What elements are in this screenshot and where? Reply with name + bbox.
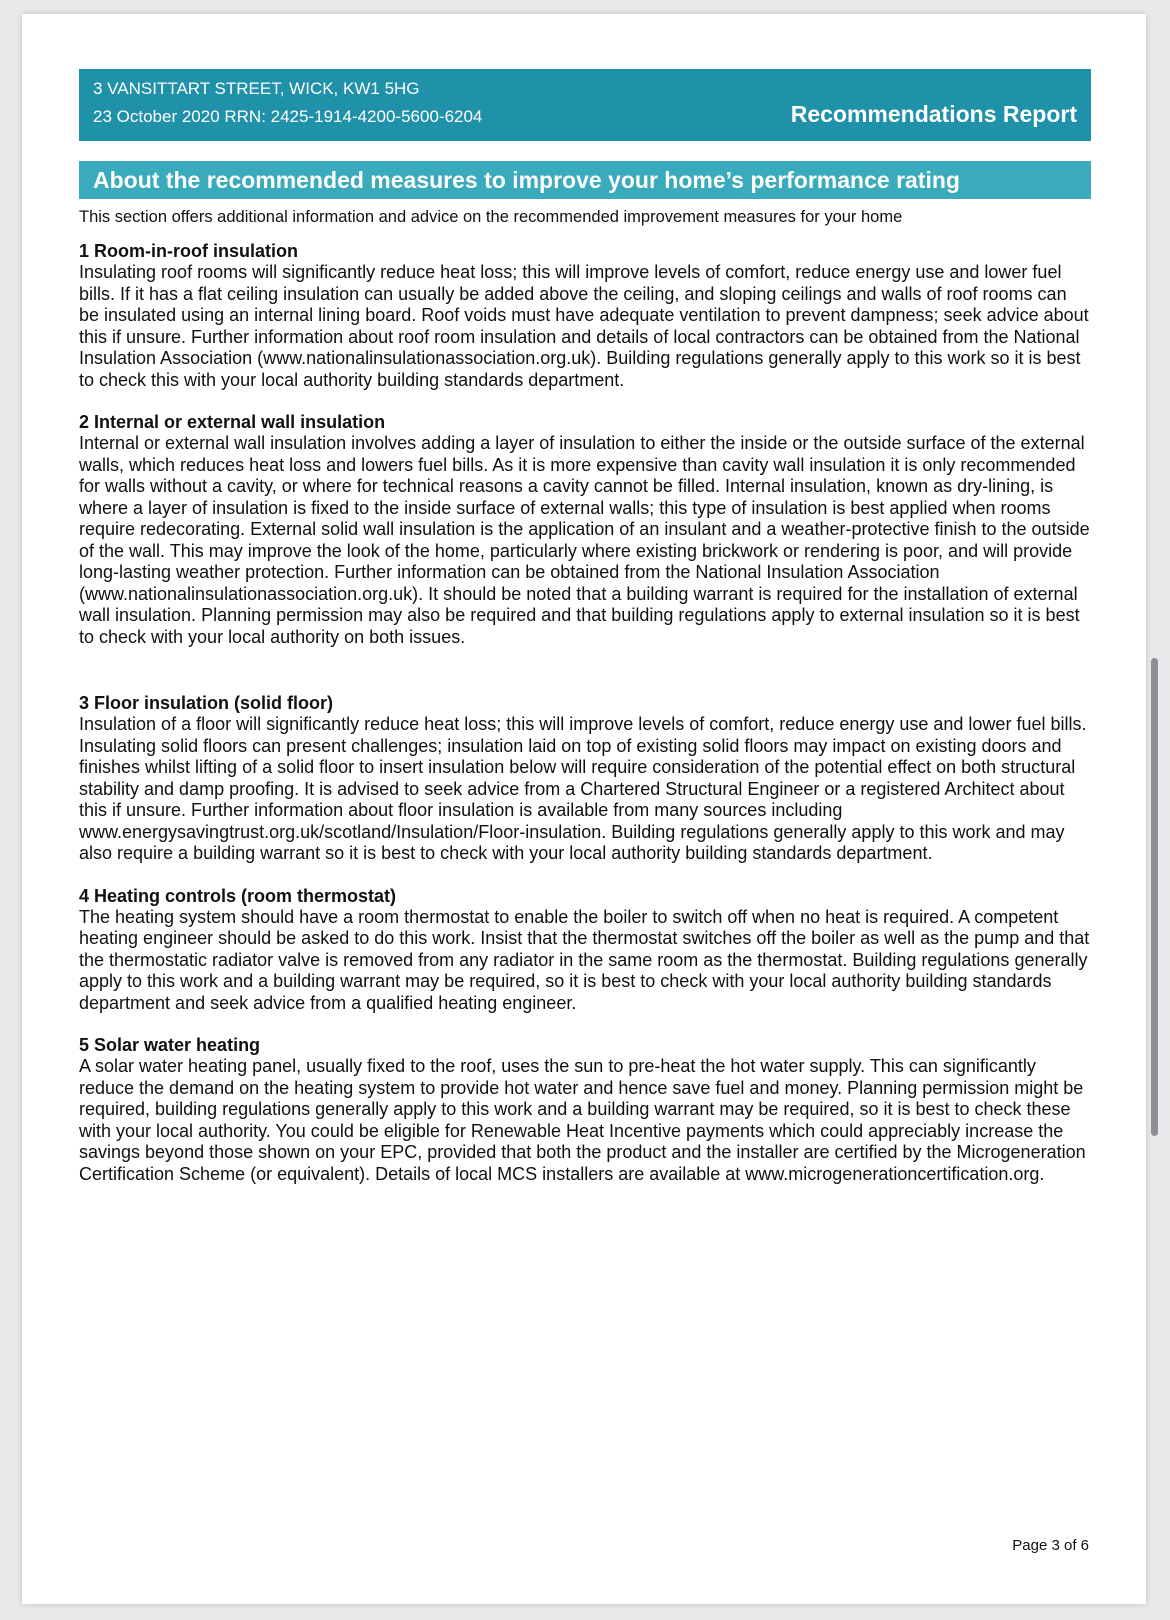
report-header: [79, 69, 1091, 141]
vertical-scrollbar[interactable]: [1151, 658, 1158, 1136]
property-address: 3 VANSITTART STREET, WICK, KW1 5HG: [93, 79, 420, 98]
section-intro: This section offers additional information and advice on the recommended improvement measures for your home: [79, 208, 903, 226]
date-and-rrn: 23 October 2020 RRN: 2425-1914-4200-5600-6204: [93, 107, 483, 126]
measure-text: Insulation of a floor will significantly reduce heat loss; this will improve levels of comfort, reduce energy use and lower fuel bills. Insulating solid floors can present challenges; insulation laid on top of existing solid floors may impact on existing doors and finishes whilst lifting of a solid floor to insert insulation below will require consideration of the potential effect on both structural stability and damp proofing. It is advised to seek advice from a Chartered Structural Engineer or a registered Architect about this if unsure. Further information about floor insulation is available from many sources including www.energysavingtrust.org.uk/scotland/Insulation/Floor-insulation. Building regulations generally apply to this work and may also require a building warrant so it is best to check with your local authority building standards department.: [79, 714, 1087, 863]
measure-room-in-roof-insulation: [79, 240, 1091, 391]
measure-text: Insulating roof rooms will significantly reduce heat loss; this will improve levels of comfort, reduce energy use and lower fuel bills. If it has a flat ceiling insulation can usually be added above the ceiling, and sloping ceilings and walls of roof rooms can be insulated using an internal lining board. Roof voids must have adequate ventilation to prevent dampness; seek advice about this if unsure. Further information about roof room insulation and details of local contractors can be obtained from the National Insulation Association (www.nationalinsulationassociation.org.uk). Building regulations generally apply to this work so it is best to check this with your local authority building standards department.: [79, 262, 1089, 390]
measure-text: Internal or external wall insulation involves adding a layer of insulation to either the inside or the outside surface of the external walls, which reduces heat loss and lowers fuel bills. As it is more expensive than cavity wall insulation it is only recommended for walls without a cavity, or where for technical reasons a cavity cannot be filled. Internal insulation, known as dry-lining, is where a layer of insulation is fixed to the inside surface of external walls; this type of insulation is best applied when rooms require redecorating. External solid wall insulation is the application of an insulant and a weather-protective finish to the outside of the wall. This may improve the look of the home, particularly where existing brickwork or rendering is poor, and will provide long-lasting weather protection. Further information can be obtained from the National Insulation Association (www.nationalinsulationassociation.org.uk). It should be noted that a building warrant is required for the installation of external wall insulation. Planning permission may also be required and that building regulations apply to external insulation so it is best to check with your local authority on both issues.: [79, 433, 1090, 647]
measure-wall-insulation: [79, 411, 1091, 648]
measure-solar-water-heating: [79, 1034, 1091, 1185]
measure-text: The heating system should have a room thermostat to enable the boiler to switch off when no heat is required. A competent heating engineer should be asked to do this work. Insist that the thermostat switches off the boiler as well as the pump and that the thermostatic radiator valve is removed from any radiator in the same room as the thermostat. Building regulations generally apply to this work and a building warrant may be required, so it is best to check with your local authority building standards department and seek advice from a qualified heating engineer.: [79, 906, 1090, 1013]
document-page: [22, 14, 1146, 1604]
measure-title: 1 Room-in-roof insulation: [79, 241, 298, 261]
measure-floor-insulation: [79, 692, 1091, 865]
measure-text: A solar water heating panel, usually fixed to the roof, uses the sun to pre-heat the hot water supply. This can significantly reduce the demand on the heating system to provide hot water and hence save fuel and money. Planning permission might be required, building regulations generally apply to this work and a building warrant may be required, so it is best to check these with your local authority. You could be eligible for Renewable Heat Incentive payments which could appreciably increase the savings beyond those shown on your EPC, provided that both the product and the installer are certified by the Microgeneration Certification Scheme (or equivalent). Details of local MCS installers are available at www.microgenerationcertification.org.: [79, 1056, 1086, 1184]
report-title: Recommendations Report: [790, 101, 1077, 127]
measure-title: 4 Heating controls (room thermostat): [79, 885, 397, 906]
measure-title: 2 Internal or external wall insulation: [79, 412, 386, 432]
page-content: [79, 69, 1091, 1205]
measure-heating-controls: [79, 885, 1091, 1015]
page-number: Page 3 of 6: [1012, 1537, 1089, 1554]
measure-title: 3 Floor insulation (solid floor): [79, 693, 333, 713]
measure-title: 5 Solar water heating: [79, 1035, 261, 1055]
section-title: About the recommended measures to improve your home’s performance rating: [79, 161, 1091, 199]
